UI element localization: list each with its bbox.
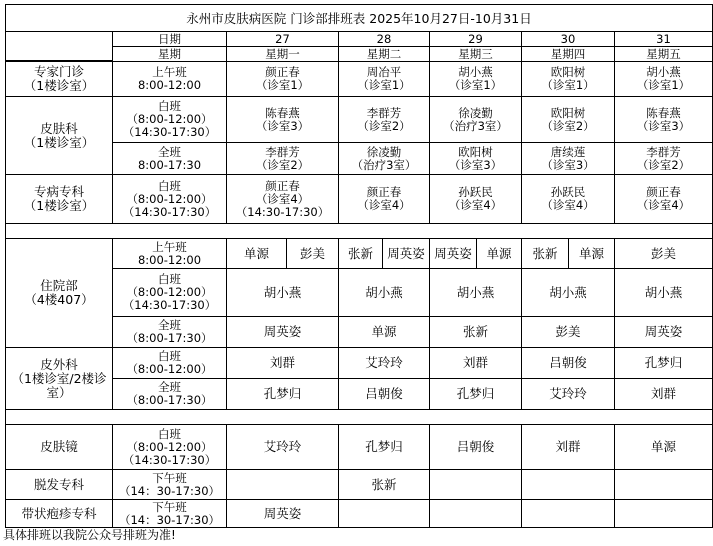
schedule-cell <box>614 469 713 500</box>
schedule-cell: 张新 <box>429 316 522 348</box>
schedule-cell: 彭美 <box>614 238 713 269</box>
header-weekday: 星期五 <box>614 46 713 62</box>
schedule-cell: 孔梦归 <box>614 347 713 379</box>
schedule-cell: 单源 <box>338 316 430 348</box>
schedule-cell: 周英姿 <box>614 316 713 348</box>
schedule-cell: 陈春燕 （诊室3） <box>226 96 339 143</box>
header-date: 28 <box>338 31 430 47</box>
schedule-cell: 艾玲玲 <box>521 378 615 410</box>
shift-day: 白班 （8:00-12:00） <box>112 347 227 379</box>
schedule-cell: 徐凌勤 （治疗3室） <box>338 142 430 175</box>
schedule-cell: 吕朝俊 <box>429 424 522 470</box>
dept-hair-loss: 脱发专科 <box>5 469 113 500</box>
schedule-cell: 刘群 <box>614 378 713 410</box>
dept-inpatient: 住院部 （4楼407） <box>5 238 113 348</box>
dept-herpes-zoster: 带状疱疹专科 <box>5 499 113 528</box>
schedule-cell: 胡小燕 （诊室1） <box>429 61 522 97</box>
shift-day: 白班 （8:00-12:00） （14:30-17:30） <box>112 96 227 143</box>
footer-note: 具体排班以我院公众号排班为准! <box>3 528 176 542</box>
schedule-cell: 颜正春 （诊室4） （14:30-17:30） <box>226 174 339 224</box>
schedule-cell: 周英姿 <box>226 499 339 528</box>
header-weekday-label: 星期 <box>112 46 227 62</box>
shift-day: 白班 （8:00-12:00） （14:30-17:30） <box>112 268 227 317</box>
schedule-cell: 吕朝俊 <box>338 378 430 410</box>
shift-full: 全班 8:00-17:30 <box>112 142 227 175</box>
schedule-cell: 单源 <box>568 238 615 269</box>
schedule-cell: 刘群 <box>521 424 615 470</box>
schedule-cell: 孔梦归 <box>338 424 430 470</box>
shift-pm: 下午班 （14：30-17:30） <box>112 469 227 500</box>
shift-am: 上午班 8:00-12:00 <box>112 61 227 97</box>
header-date: 31 <box>614 31 713 47</box>
schedule-cell: 刘群 <box>226 347 339 379</box>
dept-expert-clinic: 专家门诊 （1楼诊室） <box>5 61 113 97</box>
schedule-cell: 彭美 <box>521 316 615 348</box>
schedule-cell: 胡小燕 <box>226 268 339 317</box>
header-weekday: 星期三 <box>429 46 522 62</box>
schedule-cell: 孙跃民 （诊室4） <box>521 174 615 224</box>
header-date-label: 日期 <box>112 31 227 47</box>
schedule-cell: 胡小燕 <box>338 268 430 317</box>
schedule-cell: 周英姿 <box>226 316 339 348</box>
schedule-cell <box>226 469 339 500</box>
schedule-cell: 彭美 <box>286 238 339 269</box>
shift-full: 全班 （8:00-17:30） <box>112 378 227 410</box>
shift-day: 白班 （8:00-12:00） （14:30-17:30） <box>112 174 227 224</box>
shift-pm: 下午班 （14：30-17:30） <box>112 499 227 528</box>
header-weekday: 星期一 <box>226 46 339 62</box>
schedule-cell: 胡小燕 <box>521 268 615 317</box>
schedule-cell: 艾玲玲 <box>226 424 339 470</box>
header-weekday: 星期四 <box>521 46 615 62</box>
schedule-cell: 李群芳 （诊室2） <box>338 96 430 143</box>
schedule-cell: 颜正春 （诊室4） <box>614 174 713 224</box>
schedule-cell: 张新 <box>338 238 383 269</box>
schedule-cell <box>521 469 615 500</box>
schedule-cell <box>614 499 713 528</box>
schedule-cell <box>429 499 522 528</box>
schedule-cell: 欧阳树 （诊室2） <box>521 96 615 143</box>
schedule-cell: 欧阳树 （诊室1） <box>521 61 615 97</box>
schedule-cell <box>338 499 430 528</box>
schedule-cell: 胡小燕 （诊室1） <box>614 61 713 97</box>
schedule-cell: 颜正春 （诊室4） <box>338 174 430 224</box>
schedule-cell: 周英姿 <box>382 238 430 269</box>
dept-surgical-dermatology: 皮外科 （1楼诊室/2楼诊 室） <box>5 347 113 410</box>
schedule-cell: 单源 <box>476 238 522 269</box>
schedule-cell <box>429 469 522 500</box>
schedule-cell: 孙跃民 （诊室4） <box>429 174 522 224</box>
schedule-cell: 唐续莲 （诊室3） <box>521 142 615 175</box>
schedule-cell: 单源 <box>614 424 713 470</box>
header-weekday: 星期二 <box>338 46 430 62</box>
schedule-cell: 张新 <box>338 469 430 500</box>
schedule-cell: 张新 <box>521 238 569 269</box>
schedule-cell: 吕朝俊 <box>521 347 615 379</box>
header-date: 30 <box>521 31 615 47</box>
schedule-cell: 胡小燕 <box>614 268 713 317</box>
schedule-cell: 李群芳 （诊室2） <box>614 142 713 175</box>
shift-full: 全班 （8:00-17:30） <box>112 316 227 348</box>
schedule-cell: 周英姿 <box>429 238 477 269</box>
schedule-cell: 徐凌勤 （治疗3室） <box>429 96 522 143</box>
schedule-cell: 颜正春 （诊室1） <box>226 61 339 97</box>
schedule-cell: 胡小燕 <box>429 268 522 317</box>
spacer-row <box>5 223 713 239</box>
dept-dermatology: 皮肤科 （1楼诊室） <box>5 96 113 175</box>
schedule-cell: 孔梦归 <box>226 378 339 410</box>
schedule-cell: 刘群 <box>429 347 522 379</box>
header-date: 29 <box>429 31 522 47</box>
spacer-row <box>5 409 713 425</box>
schedule-cell: 周冶平 （诊室1） <box>338 61 430 97</box>
header-date: 27 <box>226 31 339 47</box>
dept-dermoscopy: 皮肤镜 <box>5 424 113 470</box>
schedule-cell: 李群芳 （诊室2） <box>226 142 339 175</box>
table-title: 永州市皮肤病医院 门诊部排班表 2025年10月27日-10月31日 <box>5 4 713 32</box>
schedule-cell <box>521 499 615 528</box>
shift-am: 上午班 8:00-12:00 <box>112 238 227 269</box>
schedule-cell: 艾玲玲 <box>338 347 430 379</box>
schedule-cell: 单源 <box>226 238 287 269</box>
header-blank <box>5 31 113 61</box>
dept-special-disease: 专病专科 （1楼诊室） <box>5 174 113 224</box>
shift-day: 白班 （8:00-12:00） （14:30-17:30） <box>112 424 227 470</box>
schedule-cell: 欧阳树 （诊室3） <box>429 142 522 175</box>
schedule-cell: 孔梦归 <box>429 378 522 410</box>
schedule-cell: 陈春燕 （诊室3） <box>614 96 713 143</box>
